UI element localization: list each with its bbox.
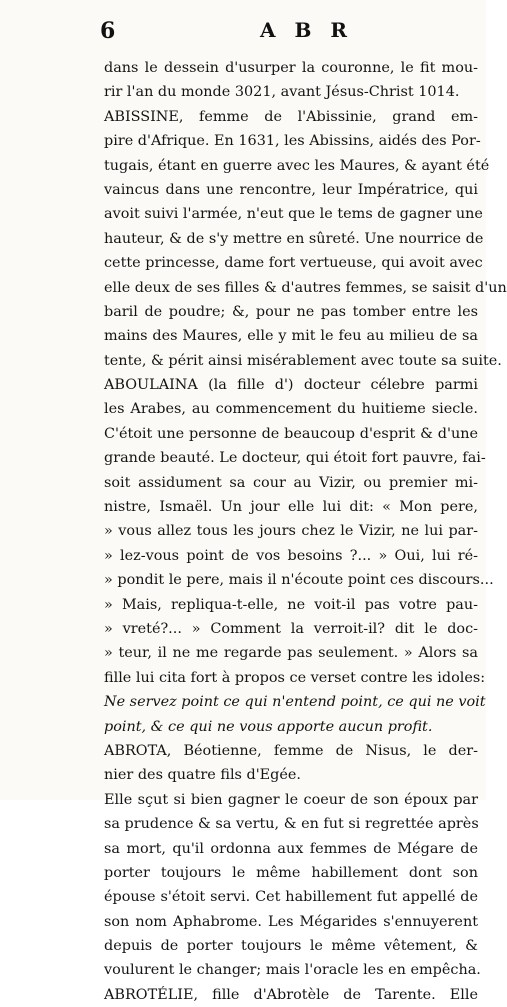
text-line: Ne servez point ce qui n'entend point, ce qui ne voit: [104, 694, 486, 711]
text-line: ABOULAINA (la fille d') docteur célebre parmi: [104, 377, 478, 394]
text-line: cette princesse, dame fort vertueuse, qui avoit avec: [104, 255, 483, 272]
text-line: fille lui cita fort à propos ce verset contre les idoles:: [104, 669, 486, 686]
text-line: » Mais, repliqua-t-elle, ne voit-il pas votre pau-: [104, 596, 478, 613]
text-line: sa prudence & sa vertu, & en fut si regrettée après: [104, 816, 479, 833]
text-line: » teur, il ne me regarde pas seulement. » Alors sa: [104, 645, 478, 662]
text-line: tente, & périt ainsi misérablement avec toute sa suite.: [104, 352, 502, 369]
text-line: point, & ce qui ne vous apporte aucun profit.: [104, 718, 433, 735]
page-header: [0, 10, 486, 50]
text-line: épouse s'étoit servi. Cet habillement fut appellé de: [104, 889, 478, 906]
text-line: rir l'an du monde 3021, avant Jésus-Christ 1014.: [104, 84, 460, 101]
text-line: nistre, Ismaël. Un jour elle lui dit: « Mon pere,: [104, 499, 478, 516]
text-line: porter toujours le même habillement dont son: [104, 864, 478, 881]
text-line: depuis de porter toujours le même vêtement, &: [104, 938, 478, 955]
text-line: avoit suivi l'armée, n'eut que le tems de gagner une: [104, 206, 483, 223]
text-line: son nom Aphabrome. Les Mégarides s'ennuyerent: [104, 913, 478, 930]
text-line: » pondit le pere, mais il n'écoute point ces discours...: [104, 572, 494, 589]
text-line: pire d'Afrique. En 1631, les Abissins, aidés des Por-: [104, 133, 481, 150]
text-line: sa mort, qu'il ordonna aux femmes de Mégare de: [104, 840, 478, 857]
body-text: [104, 56, 507, 1007]
text-line: voulurent le changer; mais l'oracle les en empêcha.: [104, 962, 481, 979]
text-line: ABROTÉLIE, fille d'Abrotèle de Tarente. Elle: [104, 986, 478, 1003]
text-line: vaincus dans une rencontre, leur Impératrice, qui: [104, 181, 478, 198]
text-line: » vreté?... » Comment la verroit-il? dit le doc-: [104, 620, 478, 637]
text-line: Elle sçut si bien gagner le coeur de son époux par: [104, 791, 478, 808]
text-line: dans le dessein d'usurper la couronne, le fit mou-: [104, 60, 478, 76]
text-line: » vous allez tous les jours chez le Vizir, ne lui par-: [104, 523, 478, 540]
text-line: nier des quatre fils d'Egée.: [104, 767, 301, 784]
running-head: A B R: [260, 18, 353, 42]
text-line: grande beauté. Le docteur, qui étoit fort pauvre, fai-: [104, 450, 486, 467]
text-line: mains des Maures, elle y mit le feu au milieu de sa: [104, 328, 478, 345]
text-line: ABISSINE, femme de l'Abissinie, grand em-: [104, 108, 478, 125]
text-line: baril de poudre; &, pour ne pas tomber entre les: [104, 303, 478, 320]
text-line: hauteur, & de s'y mettre en sûreté. Une nourrice de: [104, 230, 484, 247]
page-number: 6: [100, 18, 116, 44]
text-line: soit assidument sa cour au Vizir, ou premier mi-: [104, 474, 478, 491]
text-line: » lez-vous point de vos besoins ?... » Oui, lui ré-: [104, 547, 478, 564]
text-line: C'étoit une personne de beaucoup d'esprit & d'une: [104, 425, 478, 442]
text-line: ABROTA, Béotienne, femme de Nisus, le der-: [104, 742, 478, 759]
text-line: elle deux de ses filles & d'autres femmes, se saisit d'un: [104, 279, 507, 296]
text-line: les Arabes, au commencement du huitieme siecle.: [104, 401, 478, 418]
text-line: tugais, étant en guerre avec les Maures, & ayant été: [104, 157, 490, 174]
